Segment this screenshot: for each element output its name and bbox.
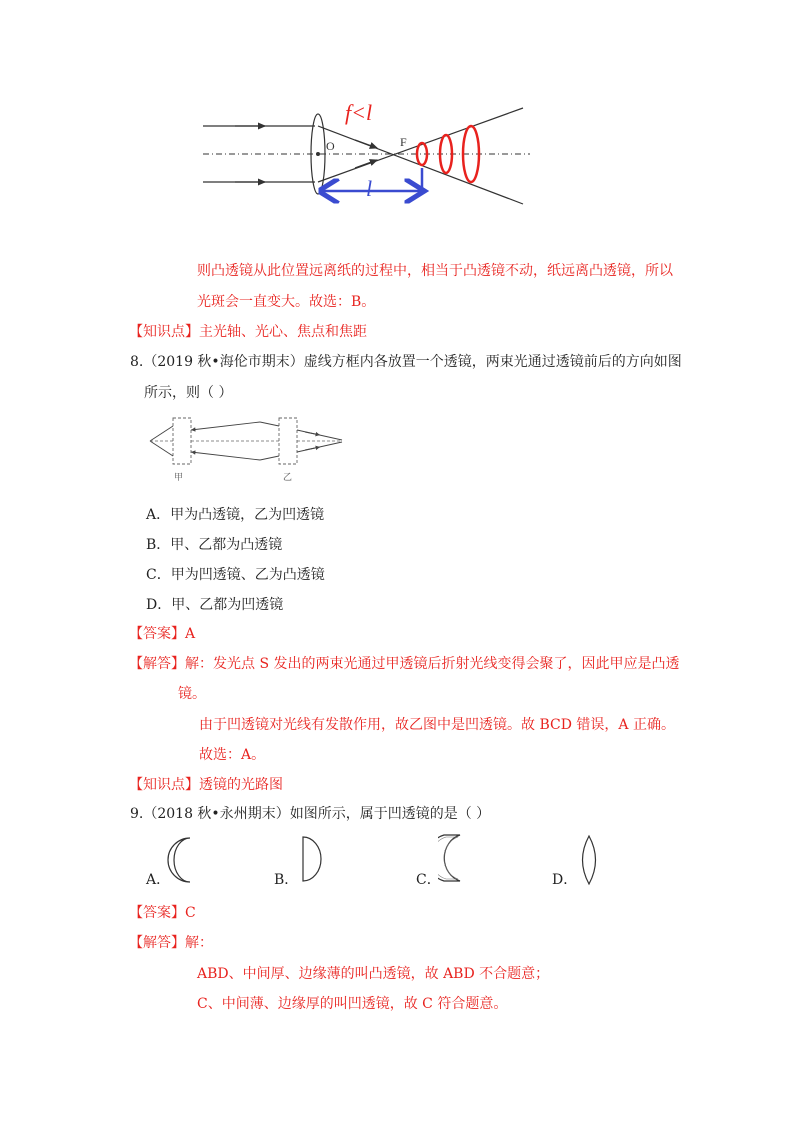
knowledge-text: 主光轴、光心、焦点和焦距 — [199, 324, 367, 340]
q8-option-c: C．甲为凹透镜、乙为凸透镜 — [146, 567, 325, 583]
q8-solution-line2: 镜。 — [178, 686, 206, 702]
prev-solution-line2: 光斑会一直变大。故选：B。 — [197, 294, 376, 310]
q9-lens-a-icon — [166, 835, 200, 885]
q9-solution — [129, 933, 213, 953]
label-O: O — [326, 139, 335, 153]
q8-solution-line4: 故选：A。 — [199, 747, 266, 763]
answer-value: A — [185, 626, 196, 642]
q8-solution-line3: 由于凹透镜对光线有发散作用，故乙图中是凹透镜。故 BCD 错误，A 正确。 — [199, 717, 675, 733]
q8-option-d: D．甲、乙都为凹透镜 — [146, 597, 284, 613]
label-jia: 甲 — [174, 472, 184, 482]
q8-lens-box-diagram — [140, 412, 355, 487]
q9-lens-b-icon — [300, 835, 326, 883]
q8-option-b: B．甲、乙都为凸透镜 — [146, 537, 283, 553]
solution-tag: 【解答】 — [129, 656, 185, 672]
q8-solution-line1 — [129, 654, 680, 674]
q9-answer — [129, 903, 196, 923]
q9-option-d-label: D． — [552, 872, 578, 888]
q8-answer — [129, 624, 195, 644]
q8-knowledge-point — [129, 775, 283, 795]
label-l: l — [366, 176, 373, 201]
solution-text: 解：发光点 S 发出的两束光通过甲透镜后折射光线变得会聚了，因此甲应是凸透 — [185, 656, 680, 672]
prev-solution-line1: 则凸透镜从此位置远离纸的过程中，相当于凸透镜不动，纸远离凸透镜，所以 — [197, 263, 673, 279]
label-yi: 乙 — [283, 472, 293, 482]
q8-stem-line1: 8.（2019 秋•海伦市期末）虚线方框内各放置一个透镜，两束光通过透镜前后的方向如图 — [130, 354, 682, 370]
q9-stem: 9.（2018 秋•永州期末）如图所示，属于凹透镜的是（ ） — [130, 806, 491, 822]
answer-value: C — [185, 905, 196, 921]
knowledge-tag: 【知识点】 — [129, 324, 199, 340]
q9-lens-d-icon — [578, 834, 600, 886]
prev-knowledge-point — [129, 322, 367, 342]
q8-option-a: A．甲为凸透镜，乙为凹透镜 — [146, 507, 325, 523]
solution-tag: 【解答】 — [129, 935, 185, 951]
q9-option-a-label: A． — [146, 872, 171, 888]
q9-option-b-label: B． — [274, 872, 299, 888]
knowledge-text: 透镜的光路图 — [199, 777, 283, 793]
label-F: F — [400, 135, 407, 149]
q9-solution-line1: ABD、中间厚、边缘薄的叫凸透镜，故 ABD 不合题意； — [197, 966, 550, 982]
answer-tag: 【答案】 — [129, 905, 185, 921]
solution-text: 解： — [185, 935, 213, 951]
q9-option-c-label: C． — [416, 872, 441, 888]
q9-lens-c-icon — [438, 832, 468, 884]
answer-tag: 【答案】 — [129, 626, 185, 642]
q8-stem-line2: 所示，则（ ） — [144, 385, 233, 401]
knowledge-tag: 【知识点】 — [129, 777, 199, 793]
q9-solution-line2: C、中间薄、边缘厚的叫凹透镜，故 C 符合题意。 — [197, 996, 508, 1012]
lens-focus-diagram — [195, 98, 530, 210]
label-f-less-l: f<l — [345, 100, 373, 125]
